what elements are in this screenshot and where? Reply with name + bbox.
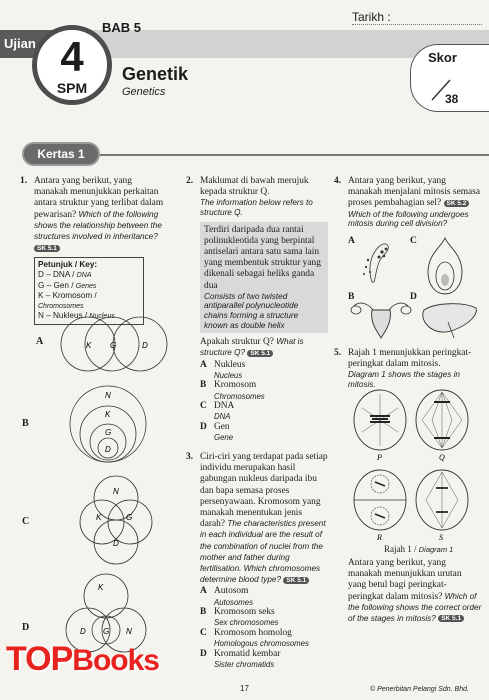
q5-ask-en: Which of the following shows the correct order of the stages in mitosis? (348, 591, 482, 624)
venn-a-g: G (110, 341, 117, 350)
test-badge (32, 25, 112, 105)
svg-text:R: R (377, 533, 382, 542)
svg-text:N: N (113, 487, 119, 496)
q2-text-en: The information below refers to structure Q. (200, 198, 313, 217)
ovary-icon (420, 236, 470, 298)
q5-number: 5. (334, 348, 342, 358)
svg-text:K: K (98, 583, 104, 592)
q4-sk-badge: SK 5.2 (444, 200, 470, 207)
q5-ask (348, 558, 482, 625)
q1-text-en: Which of the following shows the relationship between the structures involved in inheritance? (34, 209, 162, 242)
legend-item: D – DNA / DNA (38, 270, 92, 280)
q2-option[interactable]: C DNA DNA (200, 401, 235, 422)
test-number: 4 (60, 33, 84, 80)
svg-text:G: G (126, 513, 133, 522)
spm-label: SPM (56, 80, 88, 96)
q1-sk-badge: SK 5.1 (34, 245, 60, 252)
q4-option-d[interactable]: D (410, 292, 417, 302)
q3-option[interactable]: C Kromosom homolog Homologous chromosomes (200, 628, 309, 649)
venn-diagram-b (68, 384, 148, 464)
venn-diagram-a (60, 310, 170, 380)
q4-number: 4. (334, 176, 342, 186)
q1-option-d[interactable]: D (22, 622, 30, 633)
svg-text:S: S (439, 533, 443, 542)
q4-text: Antara yang berikut, yang manakah menjalani mitosis semasa proses pembahagian sel? (348, 176, 480, 209)
q2-ask-en: What is structure Q? (200, 337, 304, 358)
q1-option-b[interactable]: B (22, 418, 29, 429)
venn-a-k: K (86, 341, 92, 350)
legend-title: Petunjuk / Key: (38, 260, 98, 270)
svg-text:D: D (80, 627, 86, 636)
q1-option-c[interactable]: C (22, 516, 30, 527)
ujian-tab: Ujian (0, 30, 60, 58)
svg-text:N: N (126, 627, 132, 636)
pollen-icon (358, 240, 398, 285)
section-title: Kertas 1 (22, 142, 100, 166)
q3-text: Ciri-ciri yang terdapat pada setiap individu merupakan hasil gabungan nukleus daripada ibu dan bapa semasa proses persenyawaan. Kromosom yang manakah menentukan jenis darah? (200, 452, 328, 530)
q5-text-en: Diagram 1 shows the stages in mitosis. (348, 370, 460, 389)
score-total: 38 (445, 92, 459, 106)
q3-sk-badge: SK 5.1 (283, 577, 309, 584)
mitosis-diagram (350, 388, 474, 542)
q2-ask: Apakah struktur Q? (200, 337, 274, 348)
liver-icon (420, 300, 480, 340)
q2-text: Maklumat di bawah merujuk kepada struktur Q. (200, 176, 309, 198)
q2-info-box (200, 222, 328, 334)
q3-option[interactable]: B Kromosom seks Sex chromosomes (200, 607, 279, 628)
question-1 (20, 176, 168, 325)
question-3 (186, 452, 328, 670)
svg-text:K: K (105, 410, 111, 419)
question-4 (334, 176, 482, 229)
watermark-logo: TOPBooks (6, 640, 159, 678)
chapter-label: BAB 5 (102, 20, 142, 35)
q2-sk-badge: SK 5.1 (247, 350, 273, 357)
svg-text:K: K (96, 513, 102, 522)
question-5 (334, 348, 482, 390)
q4-option-c[interactable]: C (410, 236, 417, 246)
svg-text:G: G (103, 627, 110, 636)
q2-option[interactable]: B Kromosom Chromosomes (200, 380, 265, 401)
question-2 (186, 176, 328, 443)
q2-box-text: Terdiri daripada dua rantai polinukleotida yang berpintal antiselari antara satu sama lain yang membentuk struktur yang dikenali sebagai heliks ganda dua (204, 224, 321, 291)
page-title: Genetik (122, 64, 189, 84)
q3-text-en: The characteristics present in each individual are the result of the combination of nuclei from the mother and father during fertilisation. Which chromosomes determine blood type? (200, 519, 326, 585)
q4-option-b[interactable]: B (348, 292, 355, 302)
q1-option-a[interactable]: A (36, 336, 44, 347)
svg-text:Q: Q (439, 453, 445, 462)
q5-ask-text: Antara yang berikut, yang manakah menunjukkan urutan yang betul bagi peringkat-peringkat dalam mitosis? (348, 558, 462, 602)
q4-text-en: Which of the following undergoes mitosis during cell division? (348, 209, 469, 229)
svg-text:N: N (105, 391, 111, 400)
legend-item: N – Nukleus / Nucleus (38, 311, 115, 321)
page-subtitle: Genetics (122, 86, 166, 98)
page-number: 17 (240, 684, 249, 693)
score-label: Skor (428, 50, 457, 65)
uterus-icon (350, 296, 412, 342)
publisher-credit: © Penerbitan Pelangi Sdn. Bhd. (370, 686, 469, 693)
q3-option[interactable]: D Kromatid kembar Sister chromatids (200, 648, 281, 670)
svg-text:P: P (377, 453, 382, 462)
q3-option[interactable]: A Autosom Autosomes (200, 586, 254, 607)
date-field: Tarikh : (352, 10, 482, 25)
venn-a-d: D (142, 341, 148, 350)
q2-option[interactable]: A Nukleus Nucleus (200, 359, 246, 380)
venn-diagram-c (76, 474, 166, 566)
q1-number: 1. (20, 176, 28, 186)
svg-text:D: D (105, 445, 111, 454)
svg-text:G: G (105, 428, 112, 437)
q2-option[interactable]: D Gen Gene (200, 421, 234, 443)
q5-text: Rajah 1 menunjukkan peringkat-peringkat dalam mitosis. (348, 348, 472, 370)
q5-sk-badge: SK 5.1 (438, 615, 464, 622)
q4-option-a[interactable]: A (348, 236, 355, 246)
q2-number: 2. (186, 176, 194, 186)
q2-box-text-en: Consists of two twisted antiparallel polynucleotide chains forming a structure known as double helix (204, 291, 299, 330)
q3-number: 3. (186, 452, 194, 462)
svg-text:D: D (113, 539, 119, 548)
q1-text: Antara yang berikut, yang manakah menunjukkan perkaitan antara struktur yang terlibat dalam pewarisan? (34, 176, 164, 220)
section-rule (100, 154, 489, 156)
legend-item: G – Gen / Genes (38, 280, 97, 290)
diagram-caption: Rajah 1 / Diagram 1 (384, 544, 454, 554)
legend-item: K – Kromosom / Chromosomes (38, 291, 97, 310)
